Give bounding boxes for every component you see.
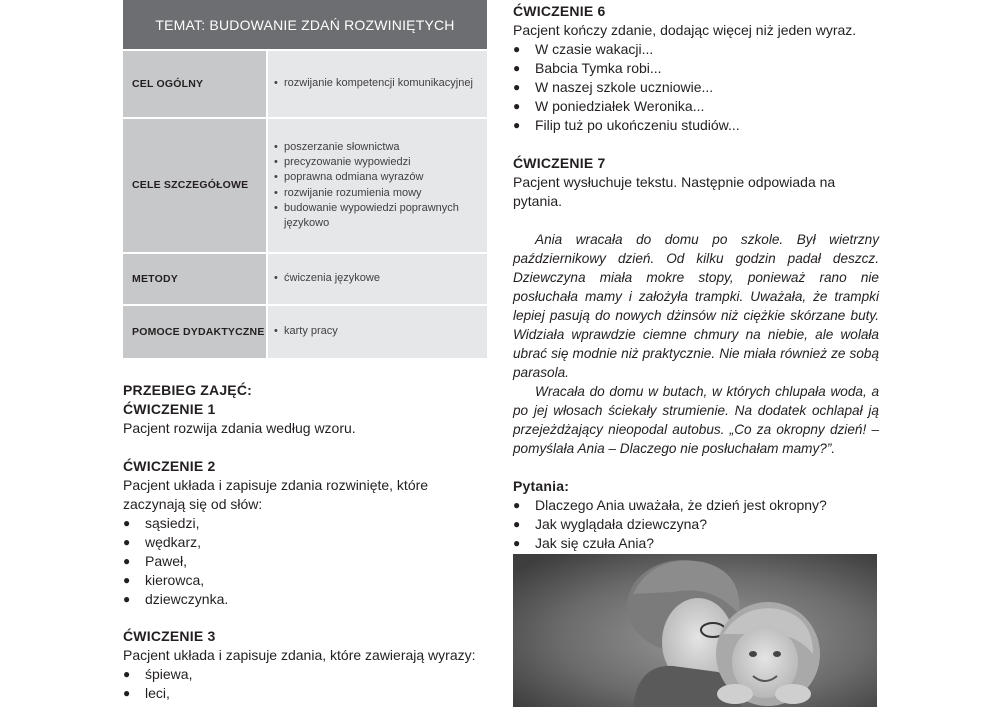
exercise-3-title: ĆWICZENIE 3: [123, 628, 216, 644]
list-item: ● Jak się czuła Ania?: [513, 535, 655, 551]
photo-illustration: [513, 554, 877, 707]
story-paragraph: Wracała do domu w butach, w których chlupała woda, a po jej włosach ściekały strumienie. Na dodatek ochlapał ją przejeżdżający nieopodal autobus. „Co za okropny dzień! – pomyślała Ania – Dlaczego nie posłuchałam mamy?”.: [513, 384, 879, 456]
exercise-7-title: ĆWICZENIE 7: [513, 155, 606, 171]
questions-title: Pytania:: [513, 478, 570, 494]
row-value: [266, 306, 487, 358]
list-item: • rozwijanie kompetencji komunikacyjnej: [274, 77, 473, 90]
exercise-6-title: ĆWICZENIE 6: [513, 3, 606, 19]
row-label: METODY: [123, 254, 266, 304]
list-item: ● Babcia Tymka robi...: [513, 60, 662, 76]
table-row-metody: [123, 252, 487, 304]
exercise-6-list: [513, 40, 879, 135]
exercise-1-title: ĆWICZENIE 1: [123, 401, 216, 417]
row-label: CELE SZCZEGÓŁOWE: [123, 119, 266, 252]
exercise-3-text: Pacjent układa i zapisuje zdania, które zawierają wyrazy:: [123, 647, 476, 663]
list-item: • karty pracy: [274, 325, 338, 338]
list-item: ● sąsiedzi,: [123, 515, 200, 531]
exercise-3-list: [123, 665, 488, 703]
exercise-1-text: Pacjent rozwija zdania według wzoru.: [123, 420, 356, 436]
list-item: • precyzowanie wypowiedzi: [274, 155, 411, 168]
row-label: CEL OGÓLNY: [123, 51, 266, 117]
list-item: ● W czasie wakacji...: [513, 41, 654, 57]
row-value: [266, 51, 487, 117]
list-item: ● Dlaczego Ania uważała, że dzień jest okropny?: [513, 497, 827, 513]
list-item: ● śpiewa,: [123, 666, 193, 682]
przebieg-heading: PRZEBIEG ZAJĘĆ:: [123, 382, 253, 398]
list-item: • poszerzanie słownictwa: [274, 140, 400, 153]
table-header: TEMAT: BUDOWANIE ZDAŃ ROZWINIĘTYCH: [123, 0, 487, 49]
list-item: ● wędkarz,: [123, 534, 202, 550]
story-text: [513, 230, 879, 458]
exercise-7-text: Pacjent wysłuchuje tekstu. Następnie odpowiada na pytania.: [513, 174, 836, 209]
exercise-2-title: ĆWICZENIE 2: [123, 458, 216, 474]
row-value: [266, 119, 487, 252]
exercise-2-list: [123, 514, 488, 609]
list-item: • budowanie wypowiedzi poprawnych językowo: [274, 201, 459, 230]
list-item: • ćwiczenia językowe: [274, 272, 380, 285]
row-value: [266, 254, 487, 304]
list-item: ● dziewczynka.: [123, 591, 229, 607]
left-column: [123, 0, 488, 703]
list-item: ● kierowca,: [123, 572, 205, 588]
exercise-6-text: Pacjent kończy zdanie, dodając więcej niż jeden wyraz.: [513, 22, 857, 38]
children-photo: [513, 554, 877, 707]
table-row-cel-ogolny: [123, 49, 487, 117]
story-paragraph: Ania wracała do domu po szkole. Był wietrzny październikowy dzień. Od kilku godzin padał deszcz. Dziewczyna miała mokre stopy, ponieważ rano nie posłuchała mamy i założyła trampki. Uważała, że trampki lepiej pasują do nowych dżinsów niż ciężkie skórzane buty. Widziała wprawdzie ciemne chmury na niebie, ale wolała ubrać się modnie niż praktycznie. Nie miała również ze sobą parasola.: [513, 232, 879, 380]
list-item: ● Jak wyglądała dziewczyna?: [513, 516, 707, 532]
lesson-plan-table: [123, 0, 487, 358]
table-row-cele-szczegolowe: [123, 117, 487, 252]
exercise-2-text: Pacjent układa i zapisuje zdania rozwinięte, które zaczynają się od słów:: [123, 477, 429, 512]
list-item: ● W naszej szkole uczniowie...: [513, 79, 714, 95]
list-item: ● Paweł,: [123, 553, 188, 569]
right-column: [513, 0, 879, 572]
row-label: POMOCE DYDAKTYCZNE: [123, 306, 266, 358]
list-item: • rozwijanie rozumienia mowy: [274, 186, 422, 199]
list-item: ● W poniedziałek Weronika...: [513, 98, 705, 114]
table-row-pomoce: [123, 304, 487, 358]
list-item: • poprawna odmiana wyrazów: [274, 171, 424, 184]
list-item: ● leci,: [123, 685, 170, 701]
list-item: ● Filip tuż po ukończeniu studiów...: [513, 117, 740, 133]
